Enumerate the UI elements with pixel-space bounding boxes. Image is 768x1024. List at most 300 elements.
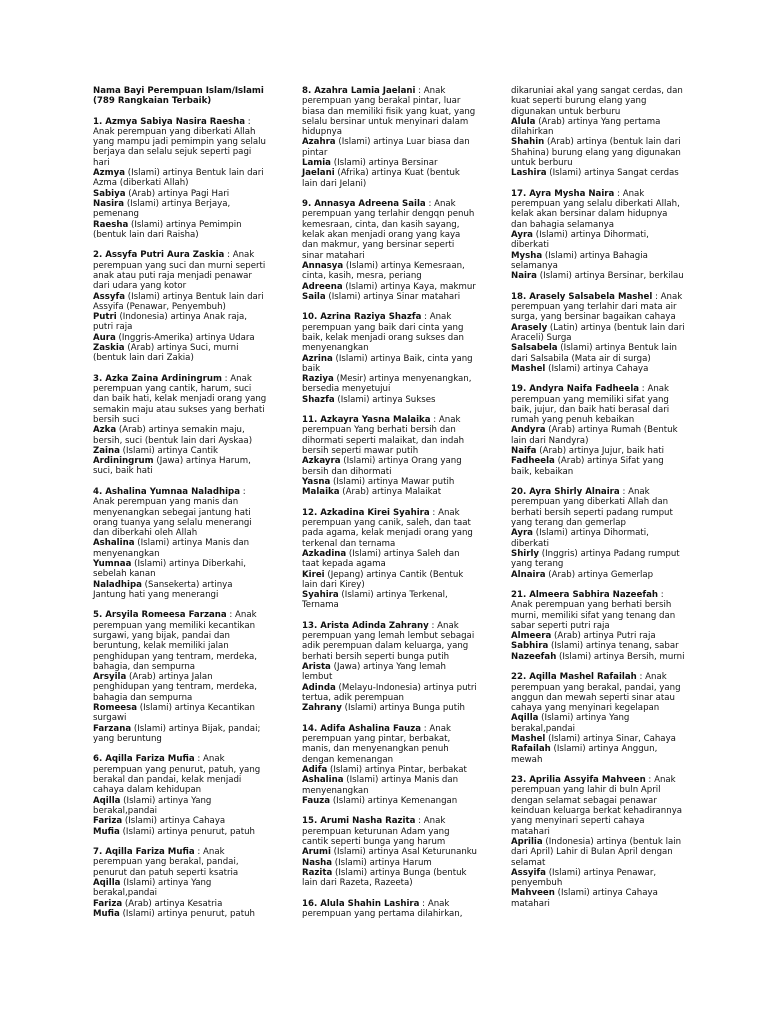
entry-desc-text: Anak perempuan yang berhati bersih murni, memiliki sifat yang tenang dan sabar seperti putri raja	[511, 600, 676, 631]
meaning-text: (Islami) artinya Cahaya matahari	[511, 888, 658, 909]
name-entry	[93, 250, 268, 363]
entry-description: 2. Assyfa Putri Aura Zaskia : Anak perempuan yang suci dan murni seperti anak atau puti raja menjadi penawar dari udara yang kotor	[93, 250, 266, 292]
meaning-name: Adinda	[302, 682, 336, 693]
meaning-name: Sabiya	[93, 188, 126, 199]
meaning-text: (Arab) artinya Malaikat	[339, 487, 442, 498]
entry-title: 6. Aqilla Fariza Mufia	[93, 754, 195, 765]
name-meaning	[511, 117, 686, 138]
meaning-text: (Islami) artinya Sangat cerdas	[546, 168, 679, 179]
entry-desc-text: Anak perempuan yang selalu diberkati Allah, kelak akan bersinar dalam hidupnya dan bahagia selamanya	[511, 188, 680, 230]
entry-title: 2. Assyfa Putri Aura Zaskia	[93, 250, 225, 261]
name-meaning	[511, 528, 686, 549]
meaning-name: Raesha	[93, 219, 129, 230]
name-entry	[511, 590, 686, 662]
meaning-name: Shazfa	[302, 394, 335, 405]
meaning-text: (Latin) artinya (bentuk lain dari Araceli) Surga	[511, 322, 685, 343]
name-meaning	[511, 734, 686, 744]
name-meaning	[302, 868, 477, 889]
meaning-name: Fauza	[302, 795, 331, 806]
name-meaning	[302, 570, 477, 591]
entry-description: 1. Azmya Sabiya Nasira Raesha : Anak perempuan yang diberkati Allah yang mampu jadi pemimpin yang selalu berjaya dan selalu sejuk seperti pagi hari	[93, 116, 266, 168]
name-entry	[511, 189, 686, 282]
meaning-name: Rafailah	[511, 744, 551, 755]
meaning-name: Romeesa	[93, 703, 138, 714]
meaning-text: (Arab) artinya semakin maju, bersih, suci (bentuk lain dari Ayskaa)	[93, 425, 253, 446]
meaning-name: Aprilia	[511, 836, 543, 847]
entry-title: 18. Arasely Salsabela Mashel	[511, 291, 653, 302]
meaning-text: (Indonesia) artinya (bentuk lain dari April) Lahir di Bulan April dengan selamat	[511, 836, 682, 868]
entry-description: 7. Aqilla Fariza Mufia : Anak perempuan yang berakal, pandai, penurut dan patuh seperti ksatria	[93, 847, 239, 878]
name-meaning	[302, 456, 477, 477]
name-meaning	[302, 775, 477, 796]
entry-description: 14. Adifa Ashalina Fauza : Anak perempuan yang pintar, berbakat, manis, dan menyenangkan penuh dengan kemenangan	[302, 723, 451, 765]
name-entry	[511, 86, 686, 179]
meaning-text: (Islami) artinya Manis dan menyenangkan	[302, 775, 459, 796]
meaning-text: (Inggris) artinya Padang rumput yang terang	[511, 548, 680, 570]
meaning-text: (Jawa) artinya Harum, suci, baik hati	[93, 456, 251, 477]
name-entry	[93, 117, 268, 241]
name-meaning	[93, 425, 268, 446]
entry-desc-text: Anak perempuan yang memiliki kecantikan surgawi, yang bijak, pandai dan beruntung, kelak memiliki jalan penghidupan yang tentram, merdeka, bahagia, dan sempurna	[93, 610, 257, 672]
entry-title: 10. Azrina Raziya Shazfa	[302, 312, 422, 323]
meaning-name: Malaika	[302, 487, 340, 498]
entry-desc-text: Anak perempuan yang pintar, berbakat, manis, dan menyenangkan penuh dengan kemenangan	[302, 723, 451, 765]
entry-title: 15. Arumi Nasha Razita	[302, 816, 416, 827]
meaning-text: (Islami) artinya Pintar, berbakat	[327, 764, 467, 775]
name-meaning	[93, 580, 268, 601]
name-entry	[302, 312, 477, 405]
name-entry	[511, 292, 686, 374]
meaning-text: (Islami) artinya Cahaya	[122, 816, 226, 827]
meaning-name: Ashalina	[302, 775, 344, 786]
name-meaning	[93, 333, 268, 343]
column-3	[511, 86, 686, 919]
name-entry	[302, 415, 477, 497]
entry-description: 8. Azahra Lamia Jaelani : Anak perempuan yang berakal pintar, luar biasa dan memiliki fisik yang kuat, yang selalu bersinar untuk menyinari dalam hidupnya	[302, 86, 476, 138]
meaning-name: Arsyila	[93, 672, 127, 683]
meaning-text: (Islami) artinya Bahagia selamanya	[511, 250, 648, 271]
entry-desc-text: Anak perempuan yang terlahir dengqn penuh kemesraan, cinta, dan kasih sayang, kelak akan menjadi orang yang kaya dan makmur, yang bersinar seperti sinar matahari	[302, 199, 475, 261]
name-meaning	[302, 261, 477, 282]
meaning-text: (Arab) artinya Jalan penghidupan yang tentram, merdeka, bahagia dan sempurna	[93, 672, 257, 703]
name-meaning	[511, 446, 686, 456]
meaning-text: (Islami) artinya Bersinar	[330, 158, 438, 169]
meaning-text: (Jepang) artinya Cantik (Bentuk lain dari Kirey)	[302, 569, 464, 590]
meaning-name: Azka	[93, 425, 117, 436]
entry-desc-text: Anak perempuan yang pertama dilahirkan,	[302, 898, 463, 919]
meaning-name: Annasya	[302, 260, 344, 271]
name-meaning	[93, 672, 268, 703]
meaning-text: (Islami) artinya Pemimpin (bentuk lain dari Raisha)	[93, 219, 242, 240]
meaning-text: (Arab) artinya Putri raja	[551, 631, 656, 642]
entry-desc-text: Anak perempuan yang manis dan menyenangkan sebegai jantung hati orang tuanya yang selalu menerangi dan diberkahi oleh Allah	[93, 497, 252, 539]
meaning-text: (Islami) artinya Bentuk lain dari Salsabila (Mata air di surga)	[511, 343, 677, 364]
meaning-text: (Islami) artinya Terkenal, Ternama	[302, 590, 448, 611]
name-entry	[302, 199, 477, 302]
name-meaning	[511, 570, 686, 580]
name-meaning	[302, 765, 477, 775]
meaning-name: Syahira	[302, 590, 339, 601]
name-meaning	[93, 899, 268, 909]
name-meaning	[302, 590, 477, 611]
meaning-name: Arumi	[302, 847, 331, 858]
meaning-text: (Islami) artinya Sinar, Cahaya	[545, 734, 676, 745]
entry-title: 8. Azahra Lamia Jaelani	[302, 86, 416, 96]
entry-description: 4. Ashalina Yumnaa Naladhipa : Anak perempuan yang manis dan menyenangkan sebegai jantung hati orang tuanya yang selalu menerangi dan diberkahi oleh Allah	[93, 486, 252, 539]
entry-description: 11. Azkayra Yasna Malaika : Anak perempuan Yang berhati bersih dan dihormati seperti malaikat, dan indah bersih seperti mawar putih	[302, 415, 465, 457]
meaning-text: (Islami) artinya Dihormati, diberkati	[511, 230, 649, 251]
entry-description: 21. Almeera Sabhira Nazeefah : Anak perempuan yang berhati bersih murni, memiliki sifat yang tenang dan sabar seperti putri raja	[511, 590, 676, 631]
meaning-name: Azmya	[93, 168, 126, 179]
entry-description: 22. Aqilla Mashel Rafailah : Anak perempuan yang berakal, pandai, yang anggun dan mewah seperti sinar atau cahaya yang menyinari kegelapan	[511, 672, 681, 714]
entry-desc-text: Anak perempuan yang penurut, patuh, yang berakal dan pandai, kelak menjadi cahaya dalam kehidupan	[93, 754, 261, 796]
name-meaning	[511, 456, 686, 477]
meaning-text: (Arab) artinya (bentuk lain dari Shahina) burung elang yang digunakan untuk berburu	[511, 137, 681, 169]
entry-description: 16. Alula Shahin Lashira : Anak perempuan yang pertama dilahirkan,	[302, 898, 463, 919]
name-meaning	[511, 343, 686, 364]
document-title: Nama Bayi Perempuan Islam/Islami (789 Rangkaian Terbaik)	[93, 86, 264, 107]
name-meaning	[93, 312, 268, 333]
meaning-text: (Islami) artinya Bentuk lain dari Assyifa (Penawar, Penyembuh)	[93, 291, 264, 312]
meaning-name: Naira	[511, 271, 537, 282]
meaning-name: Ardiningrum	[93, 456, 154, 467]
meaning-name: Fadheela	[511, 456, 555, 467]
meaning-text: (Islami) artinya Dihormati, diberkati	[511, 528, 649, 549]
meaning-name: Shirly	[511, 548, 540, 559]
entry-description	[511, 86, 686, 117]
name-meaning	[93, 292, 268, 313]
meaning-name: Kirei	[302, 569, 325, 580]
name-meaning	[302, 292, 477, 302]
meaning-name: Lamia	[302, 158, 331, 169]
name-meaning	[93, 796, 268, 817]
meaning-name: Sabhira	[511, 641, 549, 652]
entry-desc-text: Anak perempuan yang lemah lembut sebagai adik perempuan dalam keluarga, yang berhati bersih seperti bunga putih	[302, 620, 475, 662]
entry-title: 7. Aqilla Fariza Mufia	[93, 847, 195, 858]
meaning-text: (Mesir) artinya menyenangkan, bersedia menyetujui	[302, 374, 472, 395]
meaning-text: (Islami) artinya Harum	[332, 857, 432, 868]
meaning-text: (Islami) artinya Diberkahi, sebelah kanan	[93, 559, 247, 580]
name-meaning	[302, 662, 477, 683]
entry-description: 19. Andyra Naifa Fadheela : Anak perempuan yang memiliki sifat yang baik, jujur, dan baik hati berasal dari rumah yang penuh kebaikan	[511, 384, 670, 426]
meaning-name: Mashel	[511, 363, 546, 374]
meaning-text: (Islami) artinya penurut, patuh	[119, 826, 255, 837]
entry-description: 18. Arasely Salsabela Mashel : Anak perempuan yang terlahir dari mata air surga, yang bersinar bagaikan cahaya	[511, 291, 683, 323]
name-meaning	[511, 888, 686, 909]
entry-title: 23. Aprilia Assyifa Mahveen	[511, 775, 646, 786]
entry-desc-text: Anak perempuan yang berakal, pandai, penurut dan patuh seperti ksatria	[93, 847, 239, 878]
meaning-name: Aura	[93, 332, 116, 343]
meaning-name: Azahra	[302, 137, 336, 148]
meaning-text: (Islami) artinya Kemesraan, cinta, kasih, mesra, periang	[302, 260, 465, 282]
meaning-name: Lashira	[511, 168, 547, 179]
entry-title: 14. Adifa Ashalina Fauza	[302, 723, 422, 734]
entry-desc-text: Anak perempuan Yang berhati bersih dan dihormati seperti malaikat, dan indah bersih seperti mawar putih	[302, 415, 465, 457]
name-meaning	[302, 796, 477, 806]
meaning-name: Nasira	[93, 198, 125, 209]
meaning-name: Aqilla	[93, 877, 121, 888]
column-2	[302, 86, 477, 929]
name-meaning	[302, 282, 477, 292]
meaning-text: (Islami) artinya Bentuk lain dari Azma (diberkati Allah)	[93, 168, 264, 189]
name-meaning	[302, 354, 477, 375]
meaning-name: Nazeefah	[511, 651, 557, 662]
name-meaning	[511, 271, 686, 281]
meaning-text: (Arab) artinya Suci, murni (bentuk lain dari Zakia)	[93, 343, 239, 364]
meaning-name: Adreena	[302, 281, 343, 292]
name-meaning	[93, 538, 268, 559]
name-meaning	[511, 549, 686, 570]
entry-description: 17. Ayra Mysha Naira : Anak perempuan yang selalu diberkati Allah, kelak akan bersinar dalam hidupnya dan bahagia selamanya	[511, 188, 680, 230]
entry-title: 13. Arista Adinda Zahrany	[302, 620, 429, 631]
meaning-name: Putri	[93, 312, 117, 323]
entry-desc-text: Anak perempuan yang suci dan murni seperti anak atau puti raja menjadi penawar dari udara yang kotor	[93, 250, 266, 292]
meaning-name: Ashalina	[93, 538, 135, 549]
name-entry	[93, 487, 268, 600]
meaning-text: (Islami) artinya Berjaya, pemenang	[93, 198, 231, 220]
meaning-name: Yumnaa	[93, 559, 132, 570]
meaning-text: (Islami) artinya Manis dan menyenangkan	[93, 538, 250, 559]
name-meaning	[511, 713, 686, 734]
meaning-text: (Islami) artinya Kaya, makmur	[342, 281, 476, 292]
name-entry	[511, 487, 686, 580]
meaning-text: (Islami) artinya Sukses	[334, 394, 436, 405]
name-entry	[302, 816, 477, 888]
name-meaning	[93, 816, 268, 826]
name-meaning	[511, 652, 686, 662]
meaning-text: (Arab) artinya Sifat yang baik, kebaikan	[511, 456, 664, 477]
meaning-name: Farzana	[93, 723, 132, 734]
meaning-text: (Arab) artinya Pagi Hari	[125, 188, 230, 199]
name-meaning	[302, 477, 477, 487]
name-meaning	[93, 827, 268, 837]
meaning-text: (Islami) artinya Sinar matahari	[325, 291, 461, 302]
meaning-name: Ayra	[511, 230, 533, 241]
meaning-name: Salsabela	[511, 343, 558, 354]
meaning-text: (Islami) artinya Kemenangan	[330, 795, 458, 806]
meaning-name: Saila	[302, 291, 326, 302]
entry-description: 10. Azrina Raziya Shazfa : Anak perempuan yang baik dari cinta yang baik, kelak menjadi orang sukses dan menyenangkan	[302, 312, 464, 354]
meaning-text: (Arab) artinya Gemerlap	[545, 569, 654, 580]
name-meaning	[511, 323, 686, 344]
meaning-name: Naladhipa	[93, 579, 142, 590]
meaning-name: Aqilla	[511, 713, 539, 724]
name-meaning	[93, 724, 268, 745]
entry-desc-text: Anak perempuan yang berakal pintar, luar biasa dan memiliki fisik yang kuat, yang selalu bersinar untuk menyinari dalam hidupnya	[302, 86, 476, 138]
meaning-text: (Inggris-Amerika) artinya Udara	[115, 332, 255, 343]
name-meaning	[302, 137, 477, 158]
name-entry	[302, 621, 477, 714]
meaning-name: Ayra	[511, 528, 533, 539]
name-meaning	[511, 837, 686, 868]
meaning-text: (Islami) artinya Asal Keturunanku	[330, 847, 477, 858]
name-entry	[93, 847, 268, 919]
entry-desc-text: Anak perempuan yang cantik, harum, suci dan baik hati, kelak menjadi orang yang semakin maju atau sukses yang berhati bersih suci	[93, 373, 267, 425]
name-meaning	[93, 559, 268, 580]
meaning-name: Adifa	[302, 764, 328, 775]
entry-title: 3. Azka Zaina Ardiningrum	[93, 373, 222, 384]
entry-title: 20. Ayra Shirly Alnaira	[511, 487, 620, 498]
entry-desc-text: Anak perempuan yang berakal, pandai, yang anggun dan mewah seperti sinar atau cahaya yang menyinari kegelapan	[511, 672, 681, 714]
meaning-text: (Islami) artinya Luar biasa dan pintar	[302, 137, 470, 158]
name-meaning	[302, 158, 477, 168]
name-meaning	[511, 641, 686, 651]
name-entry	[302, 508, 477, 611]
entry-title: 19. Andyra Naifa Fadheela	[511, 384, 640, 395]
entry-description: 3. Azka Zaina Ardiningrum : Anak perempuan yang cantik, harum, suci dan baik hati, kelak menjadi orang yang semakin maju atau sukses yang berhati bersih suci	[93, 373, 267, 425]
name-meaning	[93, 199, 268, 220]
meaning-text: (Arab) artinya Rumah (Bentuk lain dari Nandyra)	[511, 425, 678, 446]
name-meaning	[302, 374, 477, 395]
meaning-name: Fariza	[93, 898, 123, 909]
entry-description: 15. Arumi Nasha Razita : Anak perempuan keturunan Adam yang cantik seperti bunga yang harum	[302, 816, 450, 847]
meaning-name: Mysha	[511, 250, 543, 261]
entry-title: 21. Almeera Sabhira Nazeefah	[511, 590, 658, 600]
name-meaning	[511, 168, 686, 178]
name-meaning	[93, 878, 268, 899]
entry-title: 5. Arsyila Romeesa Farzana	[93, 610, 227, 621]
entry-title: 17. Ayra Mysha Naira	[511, 188, 615, 199]
entry-desc-text: Anak perempuan yang baik dari cinta yang baik, kelak menjadi orang sukses dan menyenangkan	[302, 312, 464, 354]
meaning-text: (Arab) artinya Kesatria	[122, 898, 223, 909]
entry-title: 1. Azmya Sabiya Nasira Raesha	[93, 116, 246, 127]
meaning-name: Arasely	[511, 322, 548, 333]
name-meaning	[302, 683, 477, 704]
entry-title: 12. Azkadina Kirei Syahira	[302, 507, 430, 518]
meaning-name: Almeera	[511, 631, 552, 642]
entry-description: 23. Aprilia Assyifa Mahveen : Anak perempuan yang lahir di buln April dengan selamat sebagai penawar keinduan keluarga berkat kehadirannya yang menyinari seperti cahaya matahari	[511, 775, 683, 837]
entry-title: 4. Ashalina Yumnaa Naladhipa	[93, 486, 240, 497]
name-entry	[302, 899, 477, 920]
name-meaning	[93, 189, 268, 199]
name-entry	[93, 374, 268, 477]
meaning-name: Zahrany	[302, 703, 342, 714]
name-meaning	[511, 744, 686, 765]
meaning-text: (Islami) artinya Yang berakal,pandai	[511, 713, 630, 734]
name-meaning	[302, 858, 477, 868]
entry-desc-text: Anak perempuan yang memiliki sifat yang baik, jujur, dan baik hati berasal dari rumah yang penuh kebaikan	[511, 384, 670, 426]
meaning-name: Jaelani	[302, 168, 335, 179]
meaning-text: (Islami) artinya Anggun, mewah	[511, 744, 658, 765]
name-meaning	[511, 137, 686, 168]
entry-desc-text: Anak perempuan yang canik, saleh, dan taat pada agama, kelak menjadi orang yang terkenal dan ternama	[302, 507, 473, 549]
meaning-text: (Islami) artinya Orang yang bersih dan dihormati	[302, 456, 462, 477]
meaning-name: Alula	[511, 116, 536, 127]
name-meaning	[511, 251, 686, 272]
entry-description: 6. Aqilla Fariza Mufia : Anak perempuan yang penurut, patuh, yang berakal dan pandai, kelak menjadi cahaya dalam kehidupan	[93, 754, 261, 796]
meaning-text: (Islami) artinya tenang, sabar	[548, 641, 679, 652]
entry-description: 20. Ayra Shirly Alnaira : Anak perempuan yang diberkati Allah dan berhati bersih seperti padang rumput yang terang dan gemerlap	[511, 487, 673, 529]
meaning-name: Razita	[302, 867, 333, 878]
meaning-text: (Islami) artinya Cahaya	[545, 363, 649, 374]
meaning-text: (Islami) artinya Baik, cinta yang baik	[302, 353, 473, 374]
name-entry	[511, 775, 686, 909]
name-meaning	[511, 230, 686, 251]
column-1	[93, 86, 268, 929]
name-meaning	[511, 425, 686, 446]
name-meaning	[302, 487, 477, 497]
meaning-name: Alnaira	[511, 569, 546, 580]
meaning-text: (Islami) artinya Yang berakal,pandai	[93, 795, 212, 816]
entry-desc-text: Anak perempuan keturunan Adam yang cantik seperti bunga yang harum	[302, 816, 450, 847]
name-entry	[93, 754, 268, 836]
name-entry	[511, 384, 686, 477]
meaning-name: Aqilla	[93, 795, 121, 806]
entry-title: 9. Annasya Adreena Saila	[302, 199, 426, 210]
meaning-name: Zaskia	[93, 343, 125, 354]
name-meaning	[302, 703, 477, 713]
name-meaning	[302, 847, 477, 857]
meaning-text: (Islami) artinya Bunga (bentuk lain dari Razeta, Razeeta)	[302, 867, 467, 889]
name-meaning	[511, 364, 686, 374]
meaning-name: Raziya	[302, 374, 334, 385]
name-meaning	[511, 868, 686, 889]
meaning-name: Fariza	[93, 816, 123, 827]
entry-description: 9. Annasya Adreena Saila : Anak perempuan yang terlahir dengqn penuh kemesraan, cinta, dan kasih sayang, kelak akan menjadi orang yang kaya dan makmur, yang bersinar seperti sinar matahari	[302, 199, 475, 261]
meaning-name: Azkayra	[302, 456, 341, 467]
meaning-text: (Afrika) artinya Kuat (bentuk lain dari Jelani)	[302, 168, 460, 189]
name-meaning	[93, 168, 268, 189]
meaning-text: (Indonesia) artinya Anak raja, putri raja	[93, 312, 248, 333]
meaning-name: Yasna	[302, 476, 331, 487]
meaning-text: (Islami) artinya Saleh dan taat kepada agama	[302, 548, 460, 570]
meaning-name: Andyra	[511, 425, 546, 436]
meaning-name: Assyifa	[511, 867, 546, 878]
meaning-name: Naifa	[511, 446, 537, 457]
name-meaning	[93, 909, 268, 919]
entry-title: 16. Alula Shahin Lashira	[302, 898, 420, 909]
meaning-text: (Islami) artinya Cantik	[119, 445, 219, 456]
name-entry	[302, 86, 477, 189]
meaning-text: (Islami) artinya Bersih, murni	[556, 651, 685, 662]
meaning-text: (Islami) artinya penurut, patuh	[119, 908, 255, 919]
meaning-name: Nasha	[302, 857, 333, 868]
meaning-text: (Islami) artinya Penawar, penyembuh	[511, 867, 657, 889]
meaning-name: Mufia	[93, 826, 120, 837]
name-meaning	[302, 549, 477, 570]
name-meaning	[302, 395, 477, 405]
name-meaning	[302, 168, 477, 189]
entry-description: 12. Azkadina Kirei Syahira : Anak perempuan yang canik, saleh, dan taat pada agama, kelak menjadi orang yang terkenal dan ternama	[302, 507, 473, 549]
meaning-text: (Jawa) artinya Yang lemah lembut	[302, 662, 446, 683]
meaning-text: (Sansekerta) artinya Jantung hati yang menerangi	[93, 579, 233, 600]
entry-description: 5. Arsyila Romeesa Farzana : Anak perempuan yang memiliki kecantikan surgawi, yang bijak, pandai dan beruntung, kelak memiliki jalan penghidupan yang tentram, merdeka, bahagia, dan sempurna	[93, 610, 257, 672]
name-entry	[302, 724, 477, 806]
name-entry	[511, 672, 686, 765]
meaning-text: (Islami) artinya Bunga putih	[341, 703, 465, 714]
meaning-text: (Islami) artinya Bijak, pandai; yang beruntung	[93, 723, 261, 744]
meaning-name: Azrina	[302, 353, 333, 364]
meaning-text: (Islami) artinya Yang berakal,pandai	[93, 877, 212, 899]
name-meaning	[93, 446, 268, 456]
name-meaning	[93, 703, 268, 724]
meaning-name: Mufia	[93, 908, 120, 919]
meaning-name: Mahveen	[511, 888, 555, 899]
meaning-name: Assyfa	[93, 291, 126, 302]
entry-desc-text: Anak perempuan yang diberkati Allah dan berhati bersih seperti padang rumput yang terang dan gemerlap	[511, 487, 673, 529]
meaning-name: Zaina	[93, 445, 120, 456]
entry-desc-text: Anak perempuan yang diberkati Allah yang mampu jadi pemimpin yang selalu berjaya dan selalu sejuk seperti pagi hari	[93, 126, 266, 168]
meaning-name: Arista	[302, 662, 331, 673]
meaning-name: Shahin	[511, 137, 545, 148]
meaning-name: Mashel	[511, 734, 546, 745]
entry-description: 13. Arista Adinda Zahrany : Anak perempuan yang lemah lembut sebagai adik perempuan dalam keluarga, yang berhati bersih seperti bunga putih	[302, 620, 475, 662]
entry-desc-text: Anak perempuan yang lahir di buln April dengan selamat sebagai penawar keinduan keluarga berkat kehadirannya yang menyinari seperti cahaya matahari	[511, 775, 683, 837]
name-meaning	[511, 631, 686, 641]
meaning-text: (Islami) artinya Bersinar, berkilau	[536, 271, 684, 282]
entry-title: 11. Azkayra Yasna Malaika	[302, 415, 431, 426]
name-meaning	[93, 343, 268, 364]
